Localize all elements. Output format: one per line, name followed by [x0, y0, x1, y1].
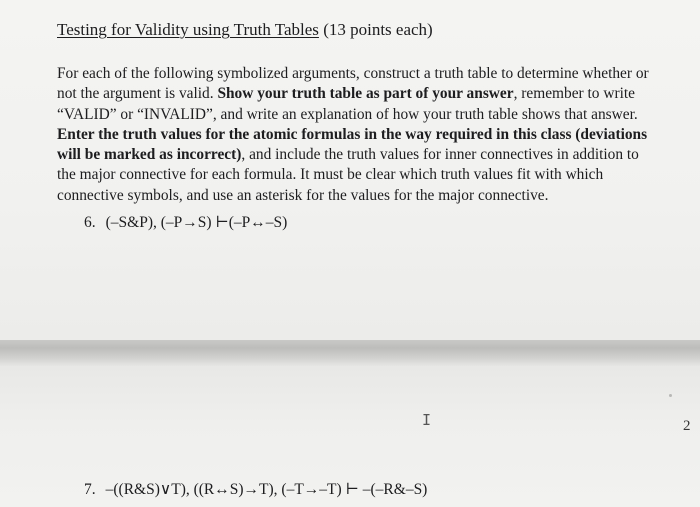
section-heading — [57, 20, 433, 40]
problem-argument: (–S&P), (–P→S) ⊢(–P↔–S) — [105, 214, 288, 231]
instructions-emphasis: Show your truth table as part of your answer — [217, 85, 514, 103]
instructions-text: , and include the truth values for inner connectives in addition to — [241, 146, 639, 164]
page-seam — [0, 340, 700, 366]
instructions-line — [57, 145, 697, 165]
problem-number: 7. — [84, 481, 96, 498]
instructions-line: “VALID” or “INVALID”, and write an explanation of how your truth table shows that answer. — [57, 105, 638, 123]
page-number: 2 — [683, 418, 691, 434]
problem-argument: –((R&S)∨T), ((R↔S)→T), (–T→–T) ⊢ –(–R&–S) — [105, 481, 428, 498]
instructions-line — [57, 84, 697, 104]
section-title: Testing for Validity using Truth Tables — [57, 20, 319, 39]
instructions-text: not the argument is valid. — [57, 85, 218, 103]
instructions-emphasis: Enter the truth values for the atomic formulas in the way required in this class (deviations — [57, 125, 648, 143]
problem-6 — [84, 213, 287, 232]
instructions-emphasis: will be marked as incorrect) — [57, 146, 242, 164]
instructions-line: connective symbols, and use an asterisk for the values for the major connective. — [57, 186, 549, 204]
instructions-paragraph — [57, 64, 697, 206]
instructions-text: , remember to write — [513, 85, 635, 103]
text-cursor-icon: I — [422, 411, 432, 429]
section-points: (13 points each) — [318, 20, 433, 39]
instructions-line: For each of the following symbolized arguments, construct a truth table to determine whether or — [57, 65, 649, 82]
instructions-line: the major connective for each formula. It must be clear which truth values fit with which — [57, 166, 604, 184]
problem-number: 6. — [84, 214, 96, 231]
instructions-line — [57, 125, 697, 145]
paper-speck — [669, 394, 672, 397]
problem-7 — [84, 480, 427, 499]
